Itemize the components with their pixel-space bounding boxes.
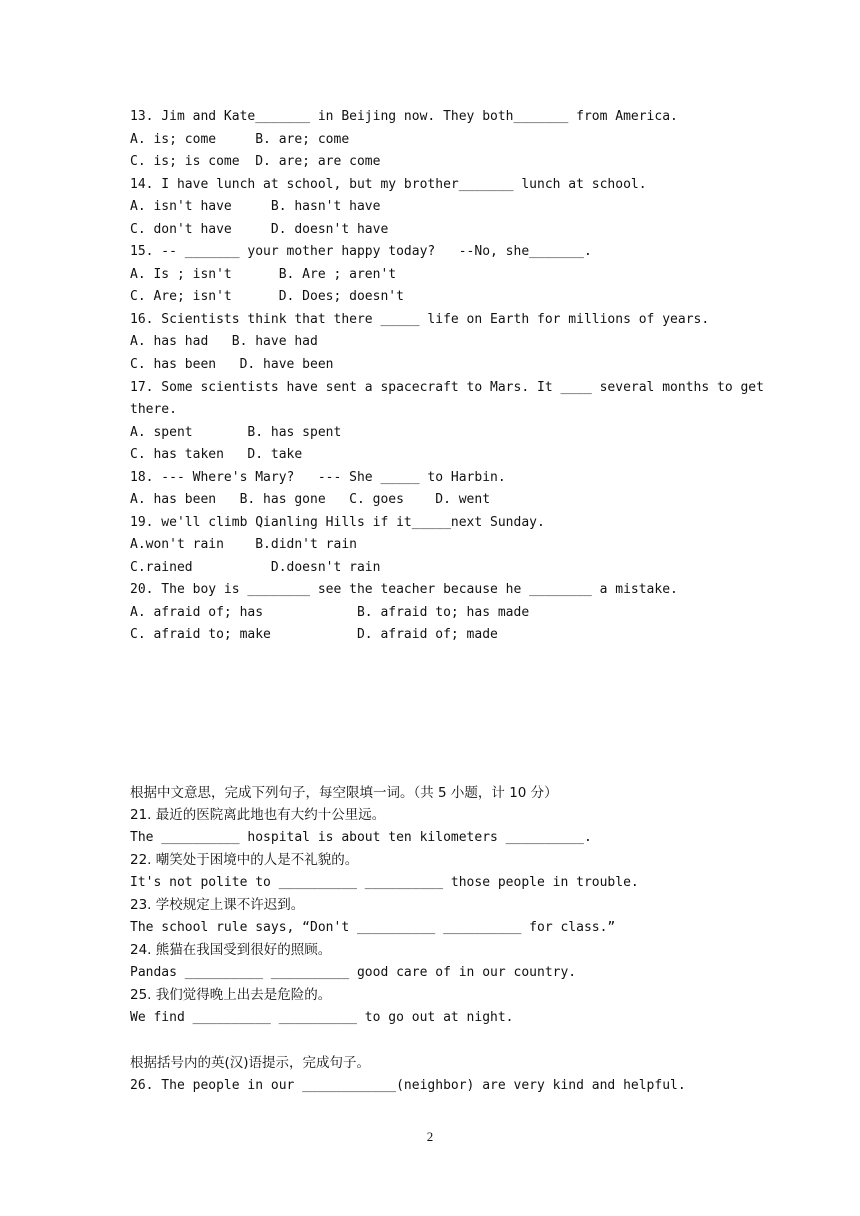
question-19-options-ab: A.won't rain B.didn't rain: [130, 537, 357, 552]
question-23-english: The school rule says, “Don't __________ __________ for class.”: [130, 920, 616, 935]
question-18-stem: 18. --- Where's Mary? --- She _____ to Harbin.: [130, 470, 506, 485]
question-20-options-cd: C. afraid to; make D. afraid of; made: [130, 627, 498, 642]
question-18-options: A. has been B. has gone C. goes D. went: [130, 492, 491, 507]
question-26-stem: 26. The people in our ____________(neighbor) are very kind and helpful.: [130, 1078, 686, 1093]
question-14-options-ab: A. isn't have B. hasn't have: [130, 199, 381, 214]
question-17-stem-cont: there.: [130, 402, 177, 417]
question-13-options-cd: C. is; is come D. are; are come: [130, 154, 381, 169]
question-13-stem: 13. Jim and Kate_______ in Beijing now. They both_______ from America.: [130, 109, 678, 124]
question-19-stem: 19. we'll climb Qianling Hills if it_____next Sunday.: [130, 515, 545, 530]
question-17-options-ab: A. spent B. has spent: [130, 425, 342, 440]
question-21-english: The __________ hospital is about ten kilometers __________.: [130, 830, 592, 845]
section-instruction-word-forms: 根据括号内的英(汉)语提示，完成句子。: [130, 1055, 371, 1071]
question-16-options-ab: A. has had B. have had: [130, 334, 318, 349]
question-20-stem: 20. The boy is ________ see the teacher because he ________ a mistake.: [130, 582, 678, 597]
question-15-options-cd: C. Are; isn't D. Does; doesn't: [130, 289, 404, 304]
question-16-stem: 16. Scientists think that there _____ life on Earth for millions of years.: [130, 312, 710, 327]
question-24-chinese: 24. 熊猫在我国受到很好的照顾。: [130, 942, 332, 958]
question-20-options-ab: A. afraid of; has B. afraid to; has made: [130, 605, 530, 620]
question-17-stem: 17. Some scientists have sent a spacecraft to Mars. It ____ several months to get: [130, 380, 764, 395]
question-19-options-cd: C.rained D.doesn't rain: [130, 560, 381, 575]
page-number: 2: [426, 1129, 434, 1144]
section-instruction-translation: 根据中文意思，完成下列句子，每空限填一词。（共 5 小题，计 10 分）: [130, 785, 558, 801]
question-21-chinese: 21. 最近的医院离此地也有大约十公里远。: [130, 807, 386, 823]
question-25-english: We find __________ __________ to go out at night.: [130, 1010, 514, 1025]
question-15-stem: 15. -- _______ your mother happy today? --No, she_______.: [130, 244, 592, 259]
question-16-options-cd: C. has been D. have been: [130, 357, 334, 372]
question-17-options-cd: C. has taken D. take: [130, 447, 303, 462]
question-14-options-cd: C. don't have D. doesn't have: [130, 222, 389, 237]
question-23-chinese: 23. 学校规定上课不许迟到。: [130, 897, 305, 913]
question-22-chinese: 22. 嘲笑处于困境中的人是不礼貌的。: [130, 852, 359, 868]
question-22-english: It's not polite to __________ __________ those people in trouble.: [130, 875, 639, 890]
question-14-stem: 14. I have lunch at school, but my brother_______ lunch at school.: [130, 177, 647, 192]
question-15-options-ab: A. Is ; isn't B. Are ; aren't: [130, 267, 397, 282]
question-25-chinese: 25. 我们觉得晚上出去是危险的。: [130, 987, 332, 1003]
question-24-english: Pandas __________ __________ good care of in our country.: [130, 965, 577, 980]
question-13-options-ab: A. is; come B. are; come: [130, 132, 350, 147]
